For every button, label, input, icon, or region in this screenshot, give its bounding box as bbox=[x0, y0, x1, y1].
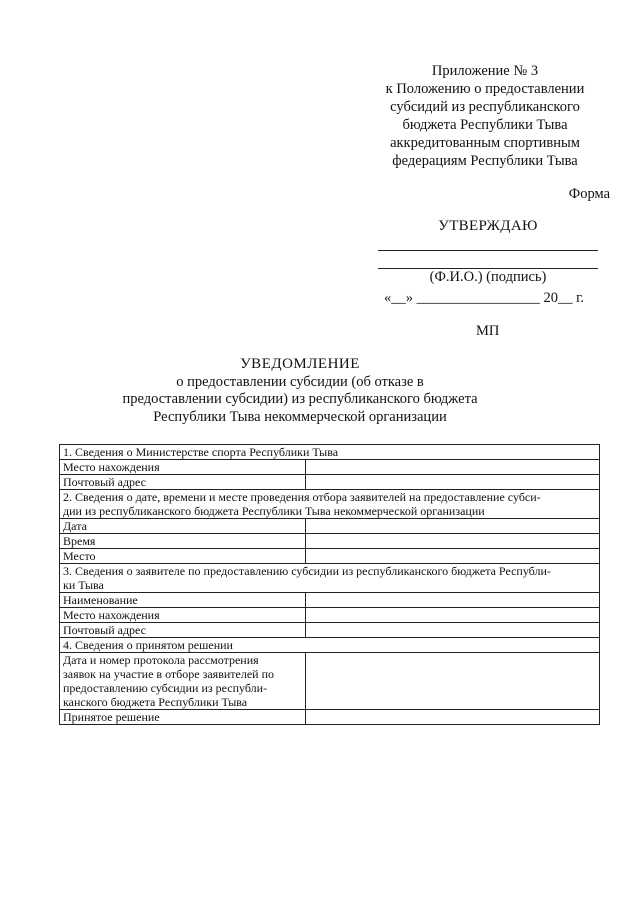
appendix-header bbox=[360, 62, 610, 170]
notice-form-table bbox=[59, 444, 600, 725]
field-label-cell: Место bbox=[60, 549, 306, 564]
field-label-cell: Место нахождения bbox=[60, 460, 306, 475]
field-label-cell: Дата bbox=[60, 519, 306, 534]
table-section-row bbox=[60, 638, 600, 653]
field-label-cell: Почтовый адрес bbox=[60, 475, 306, 490]
appendix-line: бюджета Республики Тыва bbox=[402, 117, 568, 133]
table-row bbox=[60, 623, 600, 638]
approval-date-line: «__» _________________ 20__ г. bbox=[384, 290, 585, 306]
section-heading-cell: 3. Сведения о заявителе по предоставлению субсидии из республиканского бюджета Республи- ки Тыва bbox=[60, 564, 600, 593]
field-value-cell[interactable] bbox=[306, 653, 600, 710]
field-label-cell: Место нахождения bbox=[60, 608, 306, 623]
field-value-cell[interactable] bbox=[306, 710, 600, 725]
field-value-cell[interactable] bbox=[306, 549, 600, 564]
field-value-cell[interactable] bbox=[306, 475, 600, 490]
notice-subtitle-line: Республики Тыва некоммерческой организации bbox=[153, 408, 447, 425]
field-label-cell: Почтовый адрес bbox=[60, 623, 306, 638]
table-row bbox=[60, 475, 600, 490]
field-label-cell: Принятое решение bbox=[60, 710, 306, 725]
field-label-cell: Дата и номер протокола рассмотрения заявок на участие в отборе заявителей по предоставлению субсидии из республи- канского бюджета Республики Тыва bbox=[60, 653, 306, 710]
appendix-line: федерациям Республики Тыва bbox=[392, 153, 578, 169]
field-value-cell[interactable] bbox=[306, 460, 600, 475]
stamp-placeholder: МП bbox=[476, 323, 500, 339]
appendix-line: аккредитованным спортивным bbox=[390, 135, 580, 151]
table-section-row bbox=[60, 490, 600, 519]
field-value-cell[interactable] bbox=[306, 608, 600, 623]
section-heading-cell: 2. Сведения о дате, времени и месте проведения отбора заявителей на предоставление субси- дии из республиканского бюджета Республики Тыва некоммерческой организации bbox=[60, 490, 600, 519]
table-row bbox=[60, 519, 600, 534]
field-label-cell: Время bbox=[60, 534, 306, 549]
table-row bbox=[60, 710, 600, 725]
notice-subtitle-line: предоставлении субсидии) из республиканского бюджета bbox=[122, 391, 478, 407]
approval-title: УТВЕРЖДАЮ bbox=[438, 218, 538, 234]
table-section-row bbox=[60, 564, 600, 593]
field-value-cell[interactable] bbox=[306, 519, 600, 534]
field-value-cell[interactable] bbox=[306, 534, 600, 549]
signature-line bbox=[378, 250, 598, 251]
appendix-line: к Положению о предоставлении bbox=[385, 81, 585, 97]
appendix-line: субсидий из республиканского bbox=[390, 99, 580, 115]
signature-caption: (Ф.И.О.) (подпись) bbox=[429, 269, 547, 285]
table-row bbox=[60, 549, 600, 564]
field-value-cell[interactable] bbox=[306, 623, 600, 638]
field-value-cell[interactable] bbox=[306, 593, 600, 608]
table-row bbox=[60, 460, 600, 475]
table-row bbox=[60, 608, 600, 623]
section-heading-cell: 1. Сведения о Министерстве спорта Республики Тыва bbox=[60, 445, 600, 460]
section-heading-cell: 4. Сведения о принятом решении bbox=[60, 638, 600, 653]
appendix-line: Приложение № 3 bbox=[431, 63, 539, 79]
notice-subtitle-line: о предоставлении субсидии (об отказе в bbox=[176, 373, 424, 390]
notice-title: УВЕДОМЛЕНИЕ bbox=[240, 356, 360, 372]
notice-heading bbox=[110, 356, 490, 426]
form-label: Форма bbox=[568, 186, 610, 202]
table-row bbox=[60, 593, 600, 608]
table-row bbox=[60, 653, 600, 710]
table-row bbox=[60, 534, 600, 549]
field-label-cell: Наименование bbox=[60, 593, 306, 608]
table-section-row bbox=[60, 445, 600, 460]
